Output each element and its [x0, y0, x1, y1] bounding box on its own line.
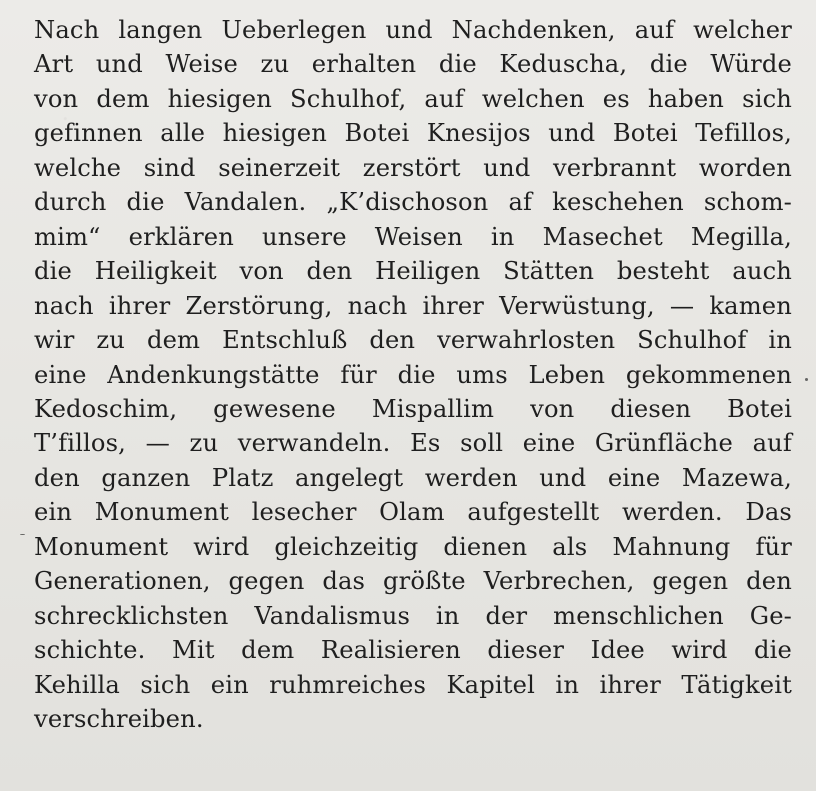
text-line-8: die Heiligkeit von den Heiligen Stätten besteht auch — [34, 257, 792, 286]
text-line-11: eine Andenkungstätte für die ums Leben gekommenen — [34, 360, 792, 389]
paragraph — [34, 13, 792, 737]
text-line-12: Kedoschim, gewesene Mispallim von diesen Botei — [34, 394, 792, 423]
text-line-20: Kehilla sich ein ruhmreiches Kapitel in ihrer Tätigkeit — [34, 670, 792, 699]
text-line-9: nach ihrer Zerstörung, nach ihrer Verwüstung, — kamen — [34, 291, 792, 320]
text-line-21: verschreiben. — [34, 705, 204, 734]
text-line-3: von dem hiesigen Schulhof, auf welchen es haben sich — [34, 84, 792, 113]
text-line-7: mim“ erklären unsere Weisen in Masechet Megilla, — [34, 222, 792, 251]
text-line-1: Nach langen Ueberlegen und Nachdenken, auf welcher — [34, 16, 792, 44]
text-line-13: T’fillos, — zu verwandeln. Es soll eine Grünfläche auf — [34, 429, 792, 458]
text-line-5: welche sind seinerzeit zerstört und verbrannt worden — [34, 153, 792, 182]
text-line-18: schrecklichsten Vandalismus in der menschlichen Ge- — [34, 601, 792, 630]
text-line-2: Art und Weise zu erhalten die Keduscha, die Würde — [34, 50, 792, 79]
text-line-19: schichte. Mit dem Realisieren dieser Idee wird die — [34, 636, 792, 665]
text-line-16: Monument wird gleichzeitig dienen als Mahnung für — [34, 532, 792, 561]
scan-speck — [20, 534, 25, 535]
text-line-6: durch die Vandalen. „K’dischoson af keschehen schom- — [34, 188, 792, 217]
text-line-14: den ganzen Platz angelegt werden und eine Mazewa, — [34, 463, 792, 492]
text-line-4: gefinnen alle hiesigen Botei Knesijos und Botei Tefillos, — [34, 119, 792, 148]
text-line-17: Generationen, gegen das größte Verbrechen, gegen den — [34, 567, 792, 596]
text-line-10: wir zu dem Entschluß den verwahrlosten Schulhof in — [34, 326, 792, 355]
text-line-15: ein Monument lesecher Olam aufgestellt werden. Das — [34, 498, 792, 527]
scan-speck — [805, 378, 808, 381]
